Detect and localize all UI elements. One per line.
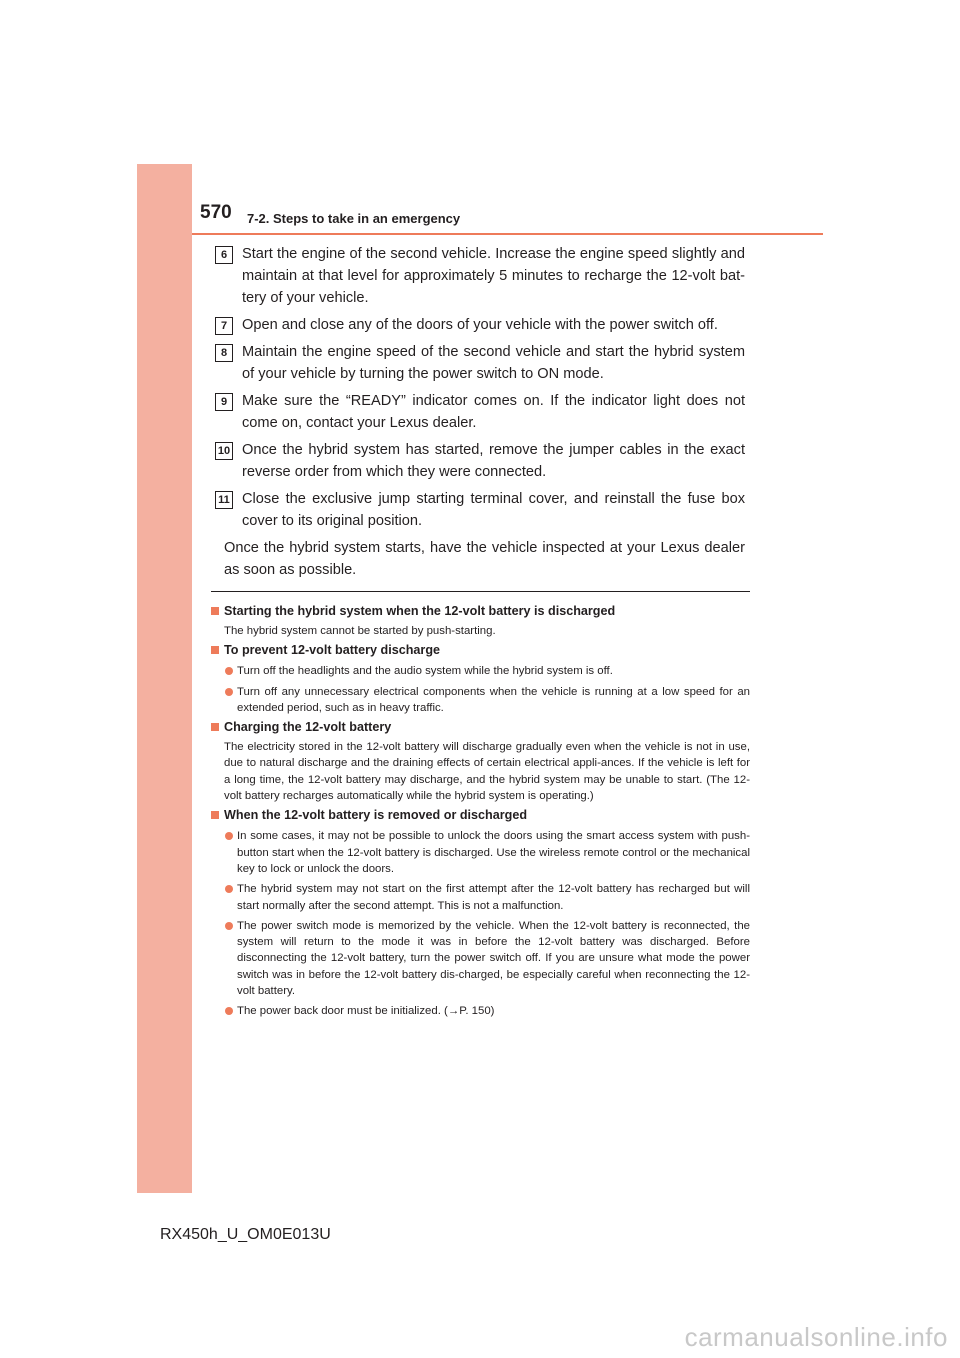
manual-code: RX450h_U_OM0E013U (160, 1226, 331, 1243)
section-divider (211, 591, 750, 592)
info-heading-text: When the 12-volt battery is removed or discharged (224, 808, 528, 823)
bullet-text: The power switch mode is memorized by the vehicle. When the 12-volt battery is reconnected, the system will return to the mode it was in before the 12-volt battery was discharged. Before disconnecting the 12-volt battery, turn the power switch off. If you are unsure what mode the power switch was in before the 12-volt battery dis-charged, be especially careful when reconnecting the 12-volt battery. (237, 919, 750, 998)
bullet-text: Turn off the headlights and the audio system while the hybrid system is off. (237, 665, 613, 678)
square-bullet-icon (211, 646, 219, 654)
info-heading (211, 807, 750, 824)
step-text: Open and close any of the doors of your vehicle with the power switch off. (242, 317, 718, 333)
header-rule (192, 233, 823, 235)
step-number: 10 (215, 442, 233, 460)
round-bullet-icon (225, 667, 233, 675)
bullet-text: The power back door must be initialized. (→P. 150) (237, 1005, 495, 1018)
step-7 (214, 314, 745, 336)
step-text: Once the hybrid system has started, remove the jumper cables in the exact reverse order from which they were connected. (242, 442, 745, 480)
step-list (214, 243, 745, 581)
bullet-item (211, 918, 750, 999)
bullet-item (211, 828, 750, 877)
bullet-item (211, 684, 750, 717)
round-bullet-icon (225, 922, 233, 930)
round-bullet-icon (225, 688, 233, 696)
page-number: 570 (200, 202, 232, 223)
watermark: carmanualsonline.info (684, 1322, 948, 1352)
square-bullet-icon (211, 811, 219, 819)
step-10 (214, 439, 745, 483)
info-text: The electricity stored in the 12-volt battery will discharge gradually even when the vehicle is not in use, due to natural discharge and the draining effects of certain electrical appli-ances. If the vehicle is left for a long time, the 12-volt battery may discharge, and the hybrid system may be unable to start. (The 12-volt battery recharges automatically while the hybrid system is operating.) (224, 741, 750, 803)
square-bullet-icon (211, 723, 219, 731)
info-heading-text: Starting the hybrid system when the 12-volt battery is discharged (224, 604, 616, 618)
step-number: 7 (215, 317, 233, 335)
step-text: Maintain the engine speed of the second vehicle and start the hybrid system of your vehicle by turning the power switch to ON mode. (242, 344, 745, 382)
chapter-sidebar-tab (137, 164, 192, 1193)
bullet-item (211, 663, 750, 679)
bullet-item (211, 1003, 750, 1019)
square-bullet-icon (211, 607, 219, 615)
info-heading-text: Charging the 12-volt battery (224, 720, 392, 735)
bullet-text: The hybrid system may not start on the first attempt after the 12-volt battery has recharged but will start normally after the second attempt. This is not a malfunction. (237, 883, 750, 912)
round-bullet-icon (225, 1007, 233, 1015)
section-title: 7-2. Steps to take in an emergency (247, 211, 461, 226)
step-text: Close the exclusive jump starting terminal cover, and reinstall the fuse box cover to its original position. (242, 491, 745, 529)
inspection-note: Once the hybrid system starts, have the vehicle inspected at your Lexus dealer as soon as possible. (224, 540, 745, 578)
info-heading (211, 603, 750, 620)
bullet-text: Turn off any unnecessary electrical components when the vehicle is running at a low speed for an extended period, such as in heavy traffic. (237, 685, 750, 714)
step-9 (214, 390, 745, 434)
step-6 (214, 243, 745, 309)
step-11 (214, 488, 745, 532)
bullet-text: In some cases, it may not be possible to unlock the doors using the smart access system with push-button start when the 12-volt battery is discharged. Use the wireless remote control or the mechanical key to lock or unlock the doors. (237, 830, 750, 875)
info-text: The hybrid system cannot be started by push-starting. (224, 625, 496, 637)
bullet-item (211, 881, 750, 914)
info-heading-text: To prevent 12-volt battery discharge (224, 643, 441, 658)
step-8 (214, 341, 745, 385)
step-number: 11 (215, 491, 233, 509)
info-heading (211, 719, 750, 736)
info-heading (211, 642, 750, 659)
step-number: 9 (215, 393, 233, 411)
step-text: Start the engine of the second vehicle. Increase the engine speed slightly and maintain at that level for approximately 5 minutes to recharge the 12-volt bat-tery of your vehicle. (242, 246, 745, 306)
step-number: 8 (215, 344, 233, 362)
step-text: Make sure the “READY” indicator comes on. If the indicator light does not come on, contact your Lexus dealer. (242, 393, 745, 431)
info-section (211, 600, 750, 1020)
round-bullet-icon (225, 885, 233, 893)
round-bullet-icon (225, 832, 233, 840)
step-number: 6 (215, 246, 233, 264)
